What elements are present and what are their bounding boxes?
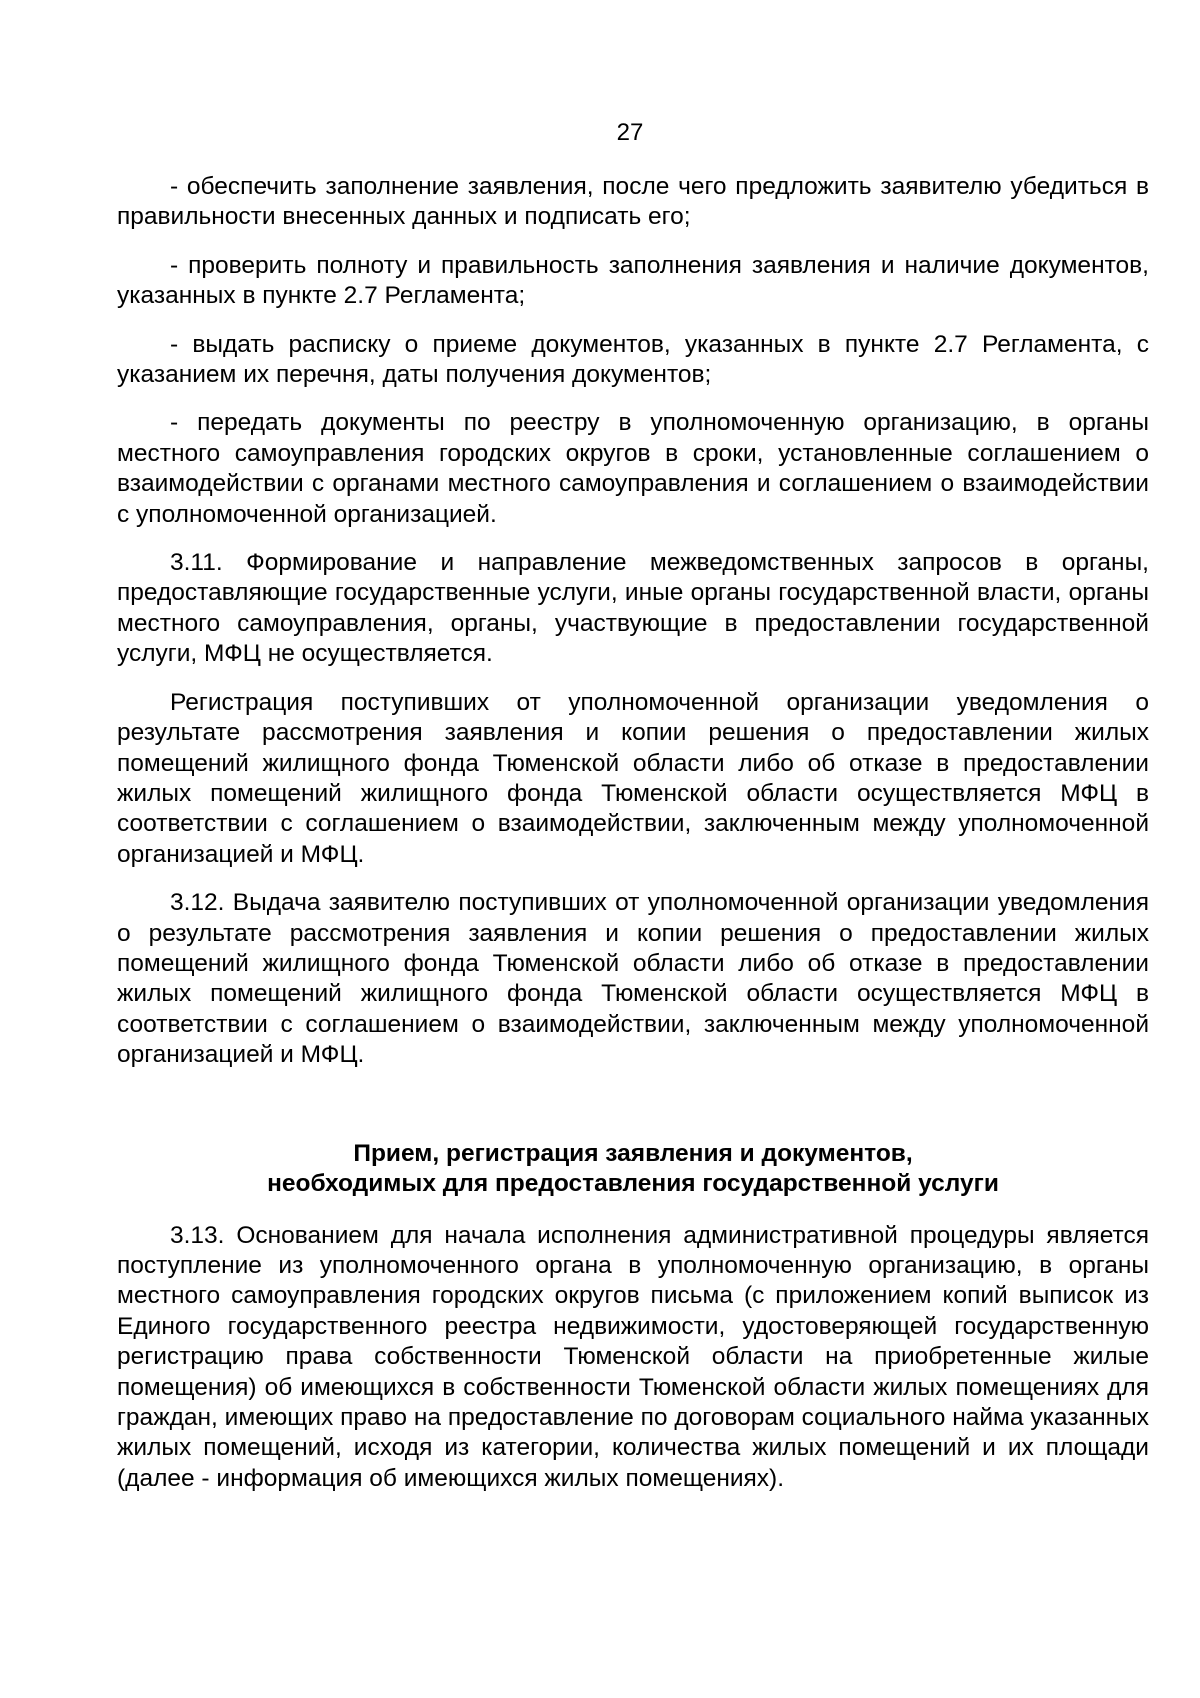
section-heading-line-2: необходимых для предоставления государственной услуги xyxy=(267,1169,999,1197)
paragraph-transfer-documents: - передать документы по реестру в уполномоченную организацию, в органы местного самоуправления городских округов в сроки, установленные соглашением о взаимодействии с органами местного самоуправления и соглашением о взаимодействии с уполномоченной организацией. xyxy=(117,409,1149,528)
paragraph-3-12: 3.12. Выдача заявителю поступивших от уполномоченной организации уведомления о результате рассмотрения заявления и копии решения о предоставлении жилых помещений жилищного фонда Тюменской области либо об отказе в предоставлении жилых помещений жилищного фонда Тюменской области осуществляется МФЦ в соответствии с соглашением о взаимодействии, заключенным между уполномоченной организацией и МФЦ. xyxy=(117,889,1149,1069)
document-body xyxy=(117,172,1149,1512)
section-heading xyxy=(117,1139,1149,1199)
paragraph-check-completeness: - проверить полноту и правильность заполнения заявления и наличие документов, указанных в пункте 2.7 Регламента; xyxy=(117,251,1149,310)
paragraph-3-13: 3.13. Основанием для начала исполнения административной процедуры является поступление из уполномоченного органа в уполномоченную организацию, в органы местного самоуправления городских округов письма (с приложением копий выписок из Единого государственного реестра недвижимости, удостоверяющей государственную регистрацию права собственности Тюменской области на приобретенные жилые помещения) об имеющихся в собственности Тюменской области жилых помещениях для граждан, имеющих право на предоставление по договорам социального найма указанных жилых помещений, исходя из категории, количества жилых помещений и их площади (далее - информация об имеющихся жилых помещениях). xyxy=(117,1221,1149,1492)
paragraph-registration: Регистрация поступивших от уполномоченной организации уведомления о результате рассмотрения заявления и копии решения о предоставлении жилых помещений жилищного фонда Тюменской области либо об отказе в предоставлении жилых помещений жилищного фонда Тюменской области осуществляется МФЦ в соответствии с соглашением о взаимодействии, заключенным между уполномоченной организацией и МФЦ. xyxy=(117,688,1149,868)
section-heading-line-1: Прием, регистрация заявления и документов, xyxy=(353,1139,913,1167)
page-number: 27 xyxy=(616,119,644,146)
paragraph-fill-application: - обеспечить заполнение заявления, после чего предложить заявителю убедиться в правильности внесенных данных и подписать его; xyxy=(117,173,1149,231)
paragraph-issue-receipt: - выдать расписку о приеме документов, указанных в пункте 2.7 Регламента, с указанием их перечня, даты получения документов; xyxy=(117,330,1149,389)
paragraph-3-11: 3.11. Формирование и направление межведомственных запросов в органы, предоставляющие государственные услуги, иные органы государственной власти, органы местного самоуправления, органы, участвующие в предоставлении государственной услуги, МФЦ не осуществляется. xyxy=(117,549,1149,668)
